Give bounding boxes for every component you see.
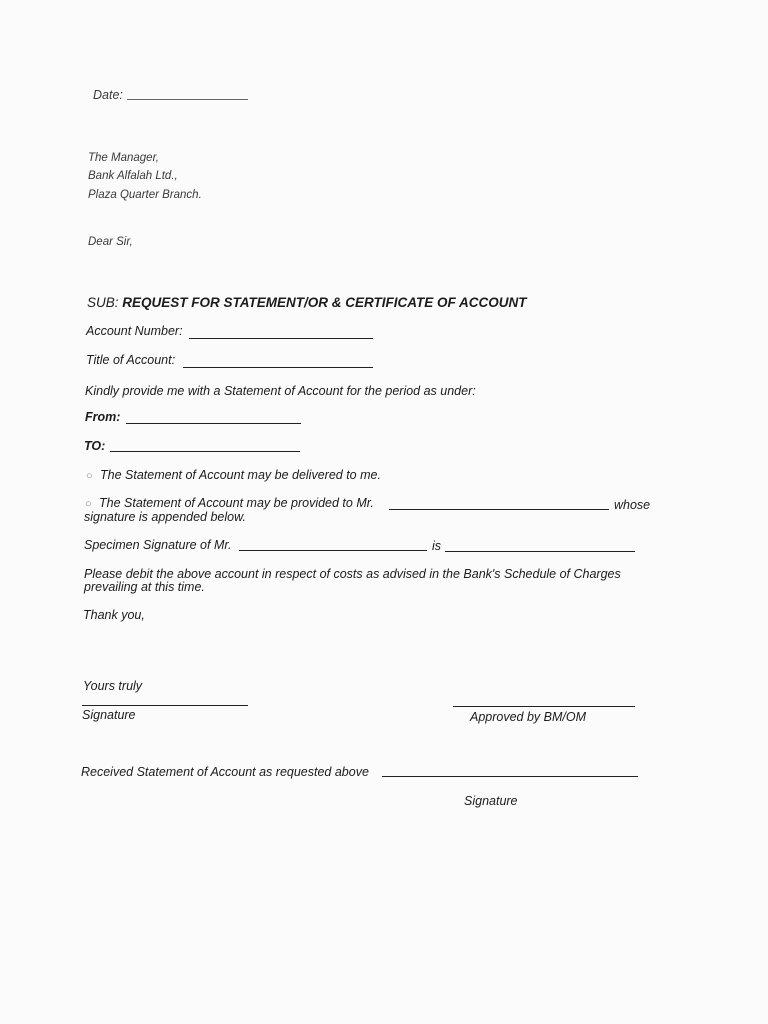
from-label: From:	[85, 410, 121, 424]
date-field-line[interactable]	[127, 99, 248, 100]
specimen-name-line[interactable]	[239, 550, 427, 551]
signature-line[interactable]	[82, 705, 248, 706]
specimen-signature-line[interactable]	[445, 551, 635, 552]
closing-text: Yours truly	[83, 679, 143, 693]
to-line[interactable]	[110, 451, 300, 452]
recipient-line-2: Bank Alfalah Ltd.,	[88, 170, 178, 182]
received-signature-line[interactable]	[382, 776, 638, 777]
title-of-account-line[interactable]	[183, 367, 373, 368]
received-statement-label: Received Statement of Account as requested above	[81, 765, 369, 779]
title-of-account-label: Title of Account:	[86, 353, 176, 367]
recipient-line-1: The Manager,	[88, 152, 159, 164]
date-label: Date:	[93, 88, 123, 102]
signature-label: Signature	[82, 708, 136, 722]
recipient-line-3: Plaza Quarter Branch.	[88, 189, 202, 201]
account-number-line[interactable]	[189, 338, 373, 339]
debit-text-line-2: prevailing at this time.	[84, 580, 205, 594]
from-line[interactable]	[126, 423, 301, 424]
received-signature-label: Signature	[464, 794, 518, 808]
option-1-text: The Statement of Account may be delivered to me.	[100, 468, 381, 482]
thank-you-text: Thank you,	[83, 608, 145, 622]
option-2-name-line[interactable]	[389, 509, 609, 510]
subject-prefix: SUB:	[87, 295, 119, 310]
approved-by-label: Approved by BM/OM	[470, 710, 587, 724]
account-number-label: Account Number:	[86, 324, 183, 338]
specimen-signature-label: Specimen Signature of Mr.	[84, 538, 232, 552]
salutation: Dear Sir,	[88, 236, 133, 248]
specimen-is-label: is	[432, 539, 442, 553]
option-2-text-line-2: signature is appended below.	[84, 510, 246, 524]
option-1-bullet[interactable]: ○	[86, 470, 93, 482]
approval-line[interactable]	[453, 706, 635, 707]
period-request-text: Kindly provide me with a Statement of Account for the period as under:	[85, 384, 476, 398]
subject-line	[87, 296, 527, 310]
to-label: TO:	[84, 439, 106, 453]
debit-text-line-1: Please debit the above account in respect of costs as advised in the Bank's Schedule of Charges	[84, 567, 621, 581]
option-2-bullet[interactable]: ○	[85, 498, 92, 510]
option-2-text: The Statement of Account may be provided to Mr.	[99, 496, 374, 510]
option-2-whose: whose	[614, 498, 651, 512]
subject-title: REQUEST FOR STATEMENT/OR & CERTIFICATE OF ACCOUNT	[122, 295, 527, 310]
